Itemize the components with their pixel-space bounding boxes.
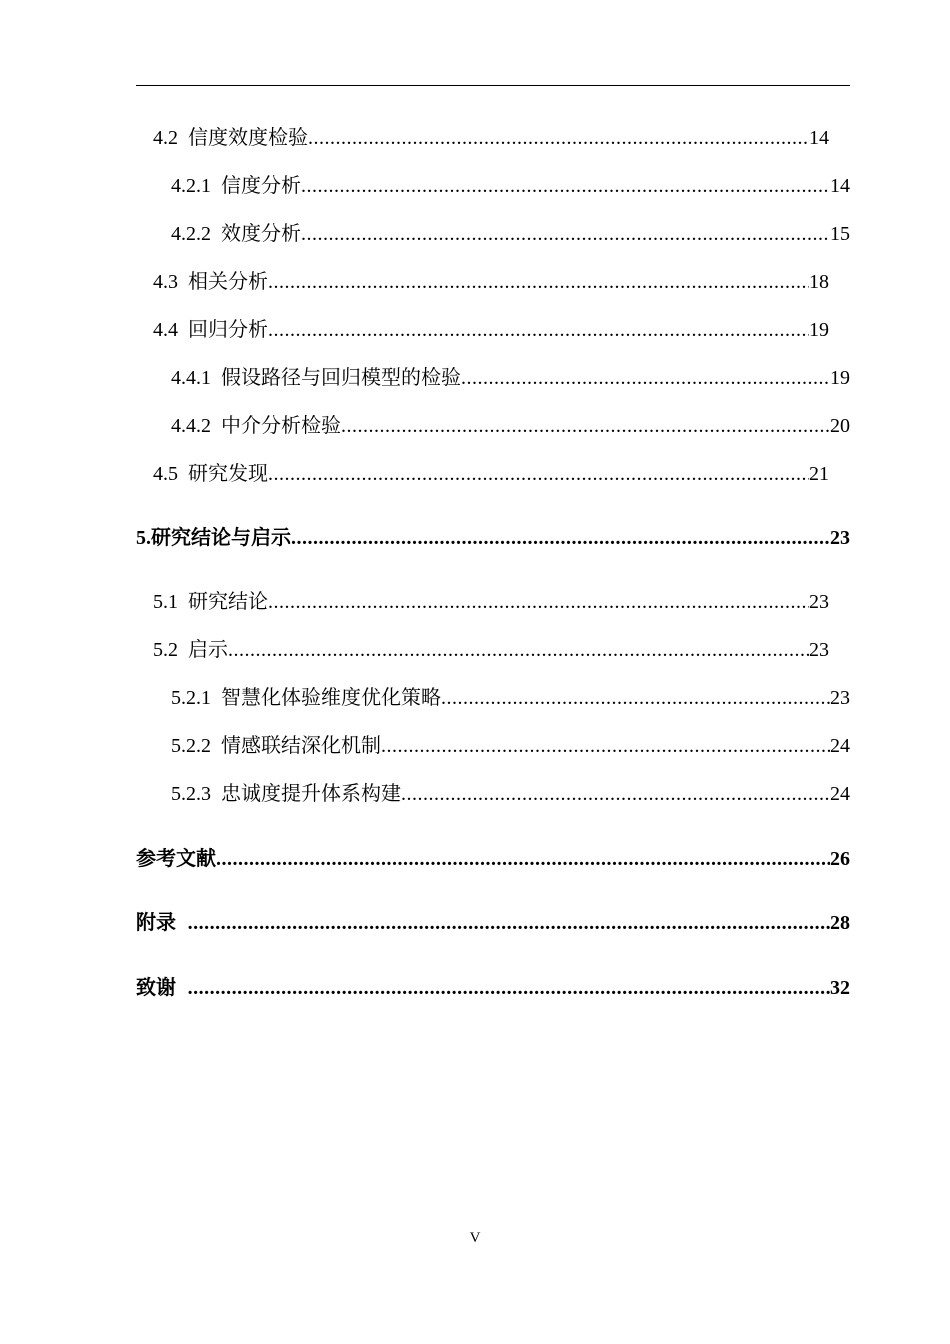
toc-page-number: 14 [830, 175, 850, 197]
toc-title: 参考文献 [136, 848, 216, 870]
dot-leader [308, 126, 809, 150]
toc-page-number: 23 [809, 639, 829, 661]
toc-title: 假设路径与回归模型的检验 [221, 367, 461, 389]
toc-entry-4-2[interactable] [153, 120, 829, 150]
toc-number: 4.4.2 [171, 415, 211, 437]
toc-title: 回归分析 [188, 319, 268, 341]
toc-title: 中介分析检验 [221, 415, 341, 437]
dot-leader [401, 782, 830, 806]
toc-number: 5.2.1 [171, 687, 211, 709]
toc-number: 5.2.2 [171, 735, 211, 757]
dot-leader [441, 686, 830, 710]
toc-number: 5.1 [153, 591, 178, 613]
toc-entry-chapter-5[interactable] [136, 520, 850, 550]
toc-page-number: 23 [809, 591, 829, 613]
toc-page-number: 19 [830, 367, 850, 389]
toc-page-number: 21 [809, 463, 829, 485]
toc-title: 研究发现 [188, 463, 268, 485]
toc-entry-4-4[interactable] [153, 312, 829, 342]
toc-entry-references[interactable] [136, 841, 850, 871]
toc-entry-5-2-3[interactable] [171, 776, 850, 806]
toc-entry-acknowledgements[interactable] [136, 970, 850, 1000]
dot-leader [301, 174, 830, 198]
toc-entry-4-4-2[interactable] [171, 408, 850, 438]
toc-title: 信度分析 [221, 175, 301, 197]
toc-title: 5.研究结论与启示 [136, 527, 291, 549]
toc-title: 效度分析 [221, 223, 301, 245]
toc-page-number: 23 [830, 527, 850, 549]
toc-number: 4.2.2 [171, 223, 211, 245]
dot-leader [188, 976, 830, 1000]
dot-leader [268, 270, 809, 294]
dot-leader [268, 590, 809, 614]
toc-page-number: 20 [830, 415, 850, 437]
toc-title: 相关分析 [188, 271, 268, 293]
toc-page-number: 24 [830, 735, 850, 757]
toc-page-number: 32 [830, 977, 850, 999]
toc-title: 附录 [136, 912, 176, 934]
toc-page-number: 26 [830, 848, 850, 870]
toc-number: 5.2.3 [171, 783, 211, 805]
toc-title: 信度效度检验 [188, 127, 308, 149]
footer-page-number: V [469, 1230, 481, 1246]
toc-entry-4-2-1[interactable] [171, 168, 850, 198]
dot-leader [216, 847, 830, 871]
header-rule [136, 85, 850, 86]
dot-leader [291, 526, 830, 550]
dot-leader [228, 638, 809, 662]
dot-leader [268, 462, 809, 486]
toc-title: 研究结论 [188, 591, 268, 613]
toc-number: 4.2 [153, 127, 178, 149]
toc-page-number: 28 [830, 912, 850, 934]
toc-title: 致谢 [136, 977, 176, 999]
toc-entry-4-3[interactable] [153, 264, 829, 294]
toc-entry-5-2[interactable] [153, 632, 829, 662]
toc-title: 忠诚度提升体系构建 [221, 783, 401, 805]
toc-entry-appendix[interactable] [136, 905, 850, 935]
toc-entry-4-5[interactable] [153, 456, 829, 486]
toc-title: 启示 [188, 639, 228, 661]
toc-entry-5-1[interactable] [153, 584, 829, 614]
toc-entry-4-4-1[interactable] [171, 360, 850, 390]
toc-entry-4-2-2[interactable] [171, 216, 850, 246]
toc-number: 4.5 [153, 463, 178, 485]
toc-entry-5-2-1[interactable] [171, 680, 850, 710]
toc-page-number: 14 [809, 127, 829, 149]
toc-number: 4.4 [153, 319, 178, 341]
toc-title: 情感联结深化机制 [221, 735, 381, 757]
toc-page-number: 19 [809, 319, 829, 341]
dot-leader [341, 414, 830, 438]
toc-number: 5.2 [153, 639, 178, 661]
dot-leader [188, 911, 830, 935]
toc-page-number: 23 [830, 687, 850, 709]
dot-leader [381, 734, 830, 758]
dot-leader [461, 366, 830, 390]
toc-number: 4.2.1 [171, 175, 211, 197]
toc-title: 智慧化体验维度优化策略 [221, 687, 441, 709]
toc-page-number: 24 [830, 783, 850, 805]
toc-page-number: 15 [830, 223, 850, 245]
toc-entry-5-2-2[interactable] [171, 728, 850, 758]
dot-leader [301, 222, 830, 246]
toc-page-number: 18 [809, 271, 829, 293]
toc-number: 4.3 [153, 271, 178, 293]
toc-number: 4.4.1 [171, 367, 211, 389]
dot-leader [268, 318, 809, 342]
